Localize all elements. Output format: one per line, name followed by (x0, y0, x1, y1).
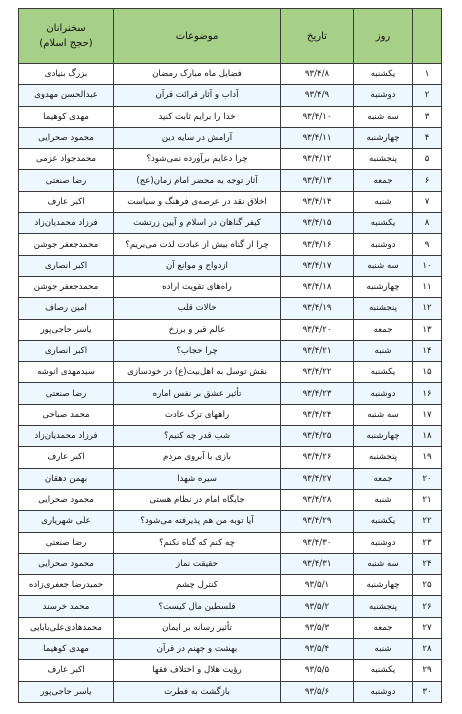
table-row (19, 639, 442, 660)
row-date: ۹۳/۵/۴ (281, 639, 354, 660)
table-row (19, 468, 442, 489)
row-number: ۶ (413, 170, 442, 191)
row-topic: راه‌های تقویت اراده (114, 276, 281, 297)
row-topic: بازی با آبروی مردم (114, 447, 281, 468)
row-speaker: محمود صحرایی (19, 553, 114, 574)
table-row (19, 404, 442, 425)
row-topic: حقیقت نماز (114, 553, 281, 574)
row-date: ۹۳/۵/۶ (281, 681, 354, 702)
lecture-schedule-table (18, 8, 442, 703)
row-date: ۹۳/۴/۳۱ (281, 553, 354, 574)
table-header (19, 9, 442, 64)
row-date: ۹۳/۴/۲۷ (281, 468, 354, 489)
row-speaker: رضا صنعتی (19, 532, 114, 553)
row-speaker: محمد صباحی (19, 404, 114, 425)
row-topic: چه کنم که گناه نکنم؟ (114, 532, 281, 553)
table-row (19, 596, 442, 617)
row-speaker: یاسر حاجی‌پور (19, 681, 114, 702)
row-topic: بهشت و جهنم در قرآن (114, 639, 281, 660)
row-topic: کنترل چشم (114, 575, 281, 596)
table-row (19, 234, 442, 255)
row-number: ۷ (413, 191, 442, 212)
row-date: ۹۳/۴/۱۲ (281, 149, 354, 170)
table-row (19, 660, 442, 681)
row-number: ۳۰ (413, 681, 442, 702)
row-speaker: محمد خرسند (19, 596, 114, 617)
table-row (19, 340, 442, 361)
row-number: ۱۴ (413, 340, 442, 361)
header-day: روز (354, 9, 413, 64)
row-day: یکشنبه (354, 362, 413, 383)
header-speakers-title: سخنرانان (46, 23, 86, 34)
table-row (19, 362, 442, 383)
row-speaker: اکبر عارف (19, 191, 114, 212)
table-row (19, 127, 442, 148)
row-number: ۳ (413, 106, 442, 127)
row-date: ۹۳/۴/۱۱ (281, 127, 354, 148)
row-number: ۱۳ (413, 319, 442, 340)
row-speaker: اکبر عارف (19, 660, 114, 681)
row-number: ۸ (413, 213, 442, 234)
row-number: ۱۵ (413, 362, 442, 383)
row-topic: حالات قلب (114, 298, 281, 319)
row-day: سه شنبه (354, 255, 413, 276)
row-speaker: محمود صحرایی (19, 127, 114, 148)
row-day: شنبه (354, 191, 413, 212)
row-number: ۱۸ (413, 426, 442, 447)
row-number: ۲۸ (413, 639, 442, 660)
row-number: ۲۷ (413, 617, 442, 638)
table-row (19, 489, 442, 510)
row-date: ۹۳/۵/۲ (281, 596, 354, 617)
row-day: سه شنبه (354, 553, 413, 574)
row-number: ۲۶ (413, 596, 442, 617)
table-row (19, 276, 442, 297)
row-date: ۹۳/۴/۱۶ (281, 234, 354, 255)
row-date: ۹۳/۴/۱۷ (281, 255, 354, 276)
row-date: ۹۳/۴/۲۸ (281, 489, 354, 510)
row-day: دوشنبه (354, 85, 413, 106)
row-number: ۱۶ (413, 383, 442, 404)
row-number: ۵ (413, 149, 442, 170)
header-date: تاریخ (281, 9, 354, 64)
row-topic: سیره شهدا (114, 468, 281, 489)
row-topic: چرا دعایم برآورده نمی‌شود؟ (114, 149, 281, 170)
row-topic: فلسطین مال کیست؟ (114, 596, 281, 617)
header-speakers (19, 9, 114, 64)
row-speaker: محمدهادی‌علی‌بابایی (19, 617, 114, 638)
schedule-table-wrapper (18, 8, 442, 703)
row-day: سه شنبه (354, 404, 413, 425)
row-day: پنجشنبه (354, 149, 413, 170)
row-date: ۹۳/۵/۳ (281, 617, 354, 638)
row-day: شنبه (354, 639, 413, 660)
row-day: پنجشنبه (354, 298, 413, 319)
row-speaker: یاسر حاجی‌پور (19, 319, 114, 340)
row-speaker: محمدجعفر جوشن (19, 276, 114, 297)
row-day: شنبه (354, 340, 413, 361)
table-row (19, 298, 442, 319)
row-date: ۹۳/۴/۱۸ (281, 276, 354, 297)
row-number: ۱۹ (413, 447, 442, 468)
row-date: ۹۳/۵/۵ (281, 660, 354, 681)
row-topic: چرا از گناه بیش از عبادت لذت می‌بریم؟ (114, 234, 281, 255)
row-speaker: مهدی کوهیما (19, 639, 114, 660)
table-row (19, 64, 442, 85)
row-date: ۹۳/۴/۲۶ (281, 447, 354, 468)
header-number (413, 9, 442, 64)
row-topic: ازدواج و موانع آن (114, 255, 281, 276)
row-number: ۱۲ (413, 298, 442, 319)
table-row (19, 532, 442, 553)
row-day: جمعه (354, 617, 413, 638)
row-number: ۹ (413, 234, 442, 255)
row-day: یکشنبه (354, 213, 413, 234)
row-topic: آثار توجه به محضر امام زمان(عج) (114, 170, 281, 191)
row-speaker: بزرگ بنیادی (19, 64, 114, 85)
table-row (19, 85, 442, 106)
header-topic: موضوعات (114, 9, 281, 64)
row-number: ۱۱ (413, 276, 442, 297)
row-number: ۲۴ (413, 553, 442, 574)
row-topic: خدا را برایم ثابت کنید (114, 106, 281, 127)
row-topic: کیفر گناهان در اسلام و آیین زرتشت (114, 213, 281, 234)
row-day: دوشنبه (354, 383, 413, 404)
row-date: ۹۳/۵/۱ (281, 575, 354, 596)
row-topic: بازگشت به فطرت (114, 681, 281, 702)
row-speaker: محمدجعفر جوشن (19, 234, 114, 255)
table-row (19, 681, 442, 702)
row-day: پنجشنبه (354, 596, 413, 617)
row-day: دوشنبه (354, 681, 413, 702)
row-day: شنبه (354, 489, 413, 510)
row-day: یکشنبه (354, 660, 413, 681)
row-day: پنجشنبه (354, 447, 413, 468)
row-day: جمعه (354, 319, 413, 340)
table-row (19, 575, 442, 596)
row-number: ۱۰ (413, 255, 442, 276)
row-speaker: محمدجواد عزمی (19, 149, 114, 170)
row-topic: فضایل ماه مبارک رمضان (114, 64, 281, 85)
row-date: ۹۳/۴/۱۹ (281, 298, 354, 319)
table-row (19, 426, 442, 447)
table-row (19, 617, 442, 638)
table-row (19, 255, 442, 276)
row-number: ۲۱ (413, 489, 442, 510)
row-speaker: اکبر عارف (19, 447, 114, 468)
row-topic: جایگاه امام در نظام هستی (114, 489, 281, 510)
row-date: ۹۳/۴/۱۴ (281, 191, 354, 212)
table-row (19, 511, 442, 532)
row-speaker: حمیدرضا جعفری‌زاده (19, 575, 114, 596)
row-date: ۹۳/۴/۲۱ (281, 340, 354, 361)
table-row (19, 447, 442, 468)
row-topic: تأثیر عشق بر نفس اماره (114, 383, 281, 404)
table-row (19, 106, 442, 127)
row-speaker: علی شهریاری (19, 511, 114, 532)
table-row (19, 170, 442, 191)
row-date: ۹۳/۴/۱۵ (281, 213, 354, 234)
row-topic: اخلاق نقد در عرصه‌ی فرهنگ و سیاست (114, 191, 281, 212)
row-day: جمعه (354, 170, 413, 191)
table-body (19, 64, 442, 703)
row-date: ۹۳/۴/۲۲ (281, 362, 354, 383)
row-day: چهارشنبه (354, 426, 413, 447)
row-number: ۲۰ (413, 468, 442, 489)
row-speaker: عبدالحسن مهدوی (19, 85, 114, 106)
row-speaker: بهمن دهقان (19, 468, 114, 489)
row-date: ۹۳/۴/۲۳ (281, 383, 354, 404)
row-speaker: فرزاد محمدیان‌زاد (19, 213, 114, 234)
row-day: چهارشنبه (354, 575, 413, 596)
row-topic: عالم قبر و برزخ (114, 319, 281, 340)
row-day: دوشنبه (354, 234, 413, 255)
row-speaker: فرزاد محمدیان‌زاد (19, 426, 114, 447)
table-row (19, 213, 442, 234)
row-speaker: رضا صنعتی (19, 383, 114, 404)
row-day: دوشنبه (354, 532, 413, 553)
header-row (19, 9, 442, 64)
row-date: ۹۳/۴/۹ (281, 85, 354, 106)
table-row (19, 383, 442, 404)
row-date: ۹۳/۴/۱۳ (281, 170, 354, 191)
header-speakers-subtitle: (حجج اسلام) (39, 38, 93, 49)
row-topic: شب قدر چه کنیم؟ (114, 426, 281, 447)
row-day: چهارشنبه (354, 276, 413, 297)
row-speaker: محمود صحرایی (19, 489, 114, 510)
row-number: ۲ (413, 85, 442, 106)
row-number: ۲۹ (413, 660, 442, 681)
row-date: ۹۳/۴/۳۰ (281, 532, 354, 553)
row-number: ۱ (413, 64, 442, 85)
row-date: ۹۳/۴/۲۰ (281, 319, 354, 340)
row-day: جمعه (354, 468, 413, 489)
row-topic: نقش توسل به اهل‌بیت(ع) در خودسازی (114, 362, 281, 383)
table-row (19, 553, 442, 574)
row-speaker: رضا صنعتی (19, 170, 114, 191)
row-date: ۹۳/۴/۱۰ (281, 106, 354, 127)
row-date: ۹۳/۴/۲۴ (281, 404, 354, 425)
row-topic: تأثیر رسانه بر ایمان (114, 617, 281, 638)
row-number: ۴ (413, 127, 442, 148)
table-row (19, 319, 442, 340)
row-day: سه شنبه (354, 106, 413, 127)
row-topic: راههای ترک عادت (114, 404, 281, 425)
row-speaker: اکبر انصاری (19, 255, 114, 276)
row-topic: آداب و آثار قرائت قرآن (114, 85, 281, 106)
row-topic: چرا حجاب؟ (114, 340, 281, 361)
row-day: یکشنبه (354, 511, 413, 532)
row-day: چهارشنبه (354, 127, 413, 148)
row-speaker: سیدمهدی انوشه (19, 362, 114, 383)
row-number: ۲۵ (413, 575, 442, 596)
row-topic: رؤیت هلال و اختلاف فقها (114, 660, 281, 681)
row-speaker: امین رصاف (19, 298, 114, 319)
row-speaker: مهدی کوهیما (19, 106, 114, 127)
row-date: ۹۳/۴/۲۹ (281, 511, 354, 532)
row-number: ۲۳ (413, 532, 442, 553)
table-row (19, 191, 442, 212)
row-number: ۲۲ (413, 511, 442, 532)
row-date: ۹۳/۴/۲۵ (281, 426, 354, 447)
row-number: ۱۷ (413, 404, 442, 425)
row-topic: آرامش در سایه دین (114, 127, 281, 148)
row-date: ۹۳/۴/۸ (281, 64, 354, 85)
table-row (19, 149, 442, 170)
row-topic: آیا توبه من هم پذیرفته می‌شود؟ (114, 511, 281, 532)
row-speaker: اکبر انصاری (19, 340, 114, 361)
row-day: یکشنبه (354, 64, 413, 85)
